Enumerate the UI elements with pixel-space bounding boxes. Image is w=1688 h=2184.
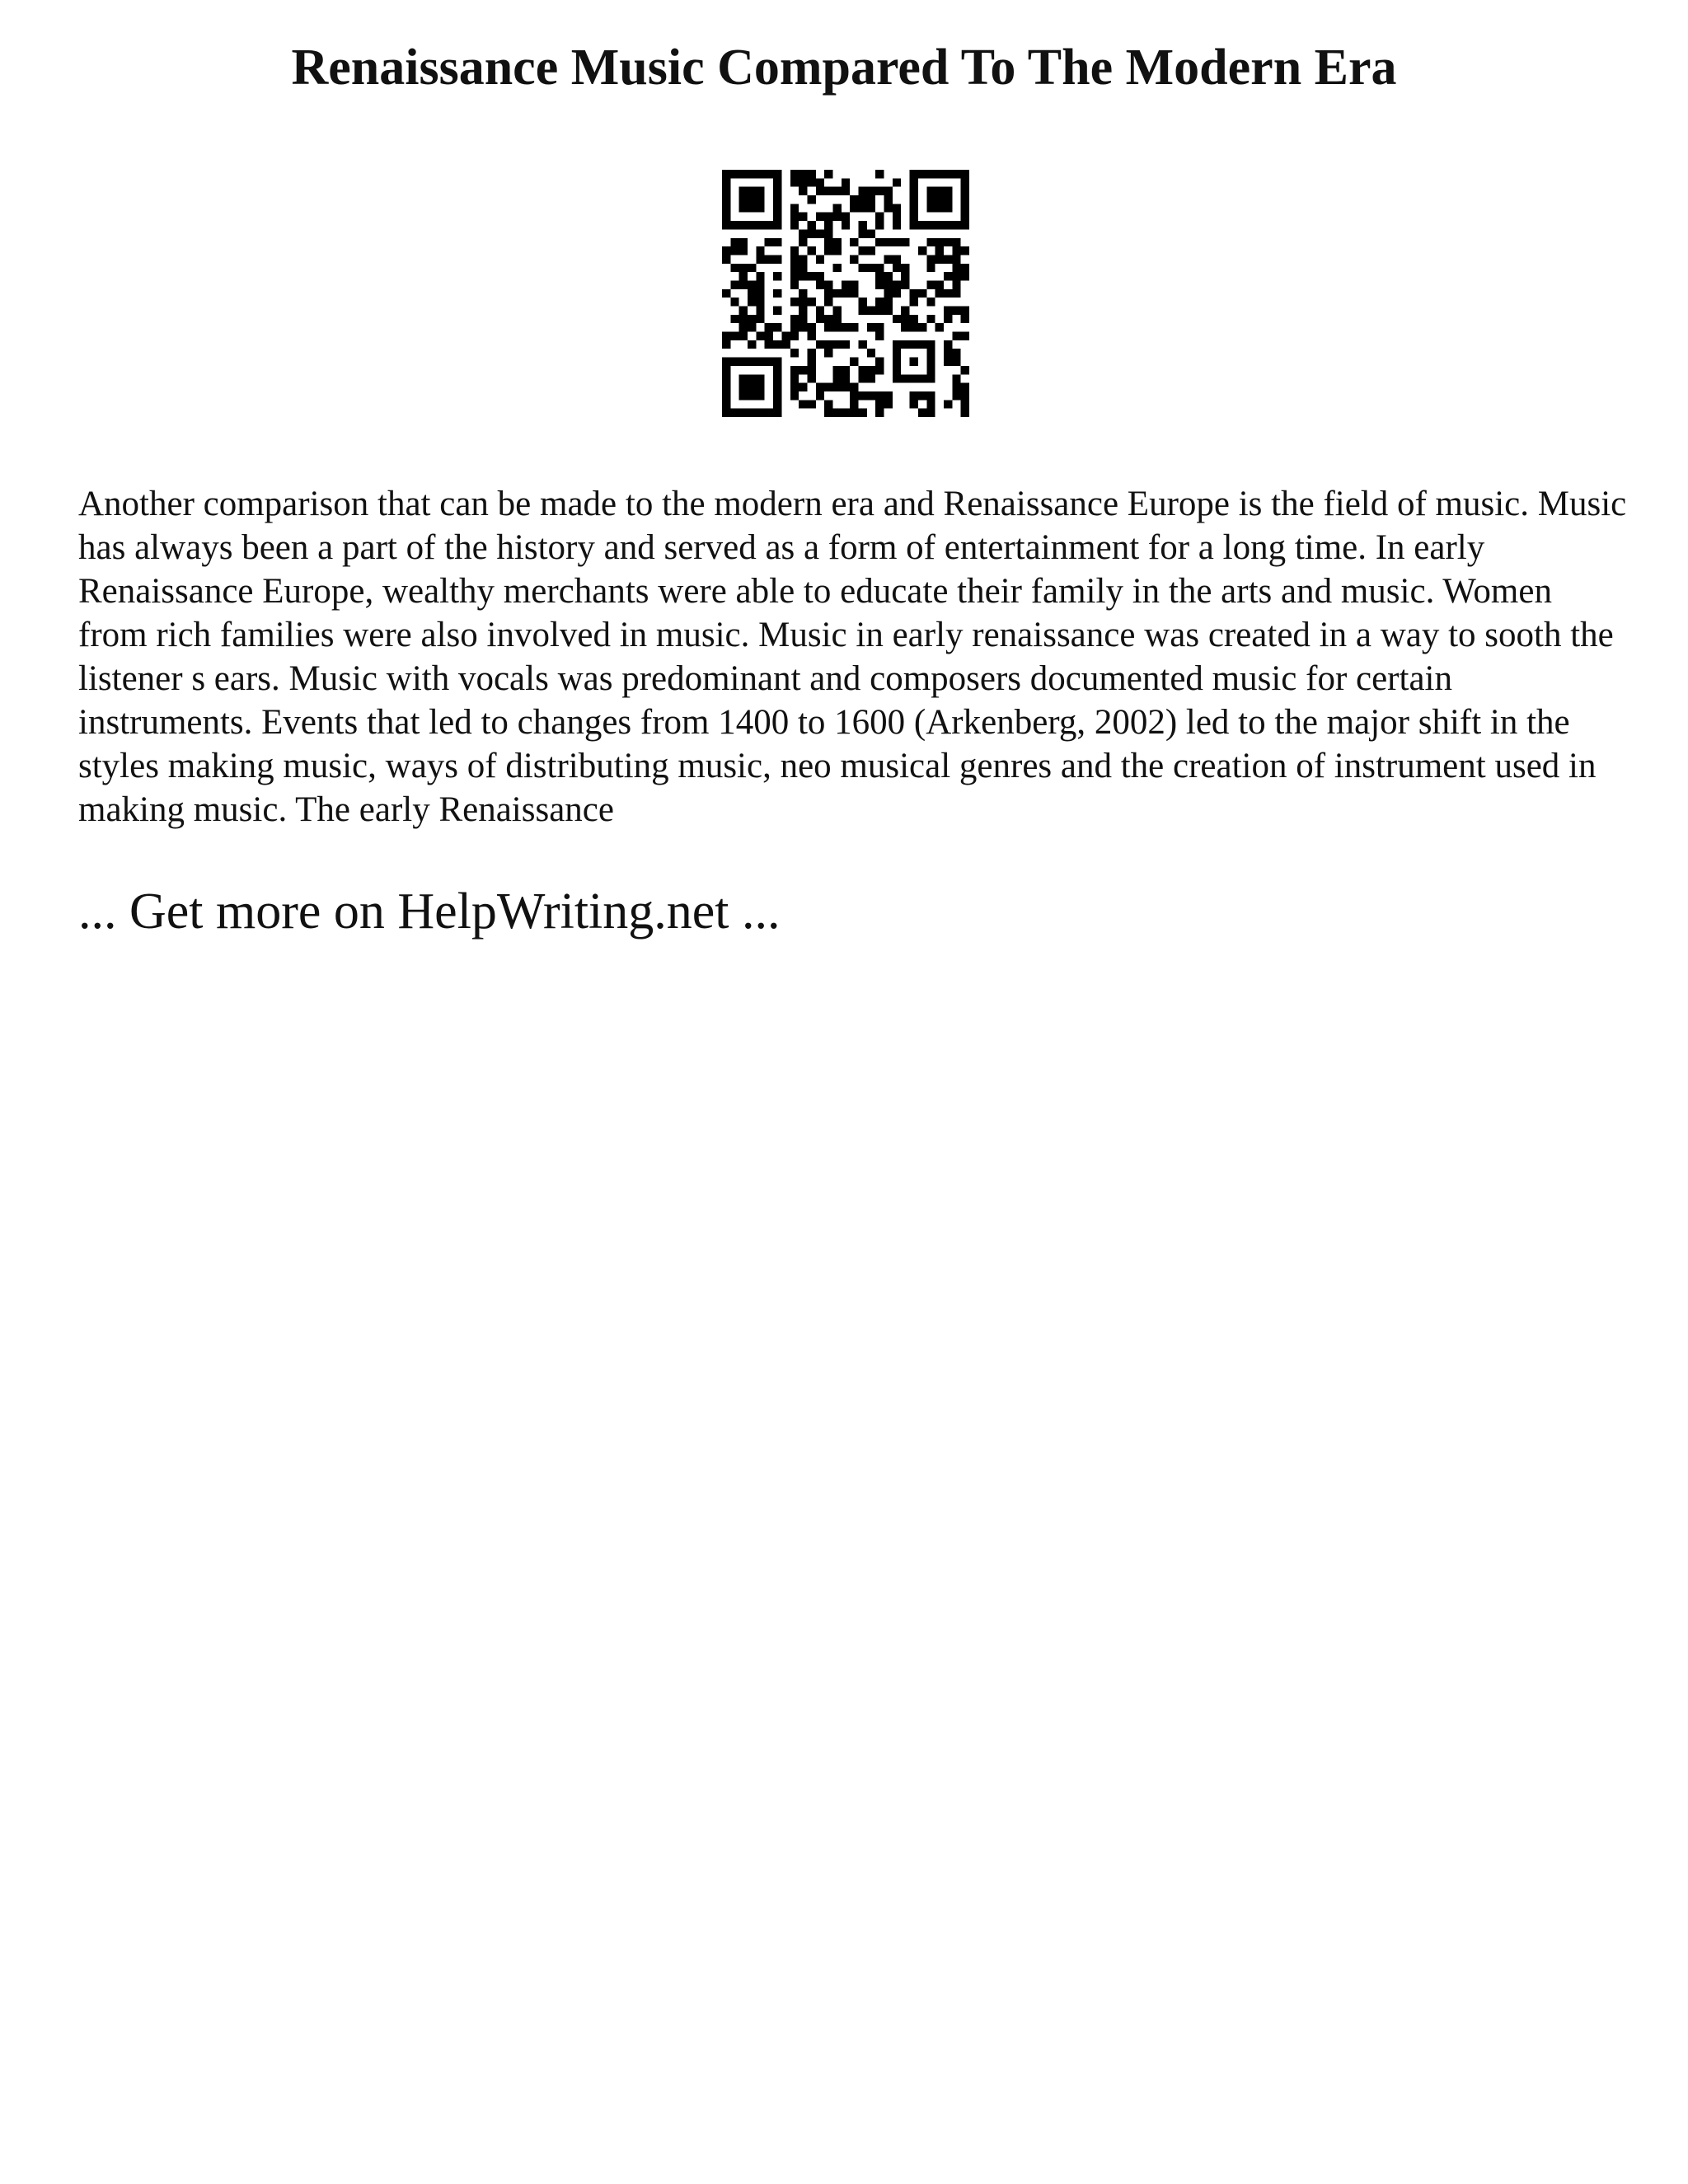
body-paragraph: Another comparison that can be made to the modern era and Renaissance Europe is the field of music. Music has always been a part of the history and served as a form of entertainment for a long time. In early Renaissance Europe, wealthy merchants were able to educate their family in the arts and music. Women from rich families were also involved in music. Music in early renaissance was created in a way to sooth the listener s ears. Music with vocals was predominant and composers documented music for certain instruments. Events that led to changes from 1400 to 1600 (Arkenberg, 2002) led to the major shift in the styles making music, ways of distributing music, neo musical genres and the creation of instrument used in making music. The early Renaissance [78,485,1627,829]
get-more-link[interactable]: ... Get more on HelpWriting.net ... [78,883,781,940]
qr-code-image [722,170,969,417]
page-title: Renaissance Music Compared To The Modern Era [291,40,1397,96]
qr-code [722,170,969,417]
